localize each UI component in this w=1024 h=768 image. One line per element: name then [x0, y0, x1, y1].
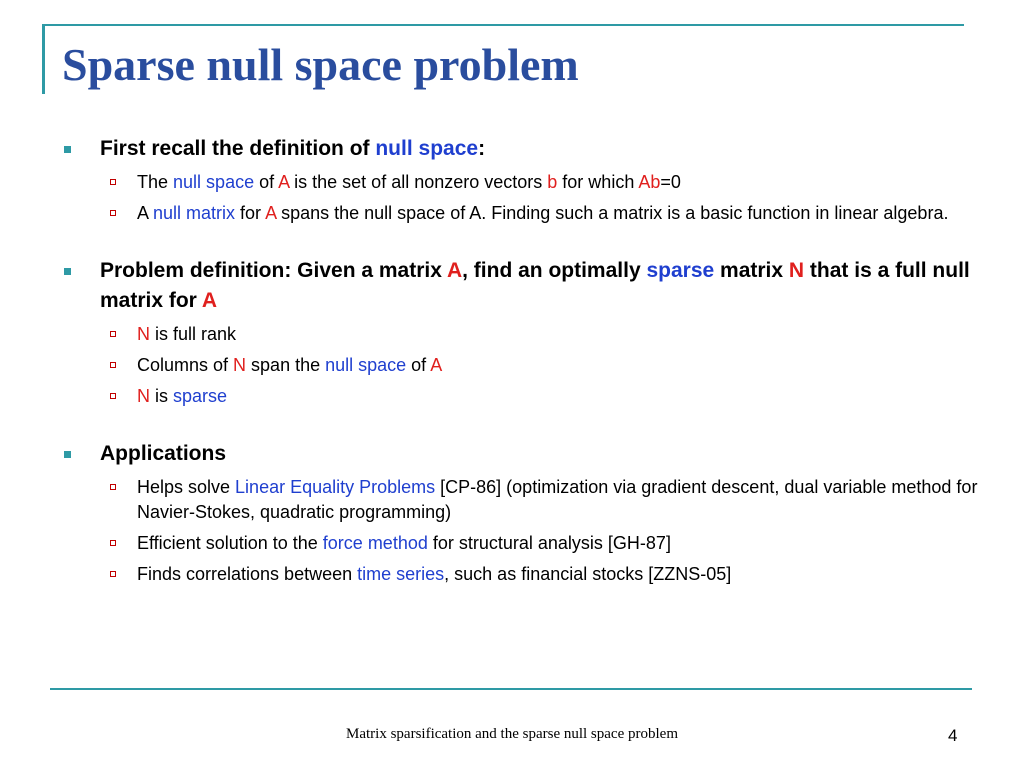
title-frame-top-line: [42, 24, 964, 26]
footer-divider: [50, 688, 972, 690]
text-run: Applications: [100, 442, 227, 465]
text-run: null space: [375, 137, 479, 160]
text-run: :: [478, 137, 486, 160]
text-run: First recall the definition of: [100, 137, 376, 160]
text-run: Efficient solution to the: [137, 533, 323, 553]
bullet-heading: [62, 134, 982, 164]
text-run: for which: [557, 172, 639, 192]
text-run: sparse: [173, 386, 228, 406]
hollow-square-bullet-icon: [110, 179, 116, 185]
text-run: that is a full null matrix for: [100, 259, 970, 312]
text-run: Columns of: [137, 355, 234, 375]
text-run: spans the null space of A. Finding such a matrix is a basic function in linear algebra.: [276, 203, 949, 223]
text-run: null space: [173, 172, 255, 192]
text-run: A: [278, 172, 290, 192]
hollow-square-bullet-icon: [110, 210, 116, 216]
section-spacer: [62, 226, 982, 256]
text-run: span the: [246, 355, 326, 375]
text-run: The: [137, 172, 174, 192]
sub-bullet-item: [62, 531, 982, 556]
bullet-heading: [62, 256, 982, 316]
text-run: force method: [322, 533, 428, 553]
sub-bullet-item: [62, 562, 982, 587]
text-run: of: [406, 355, 431, 375]
square-bullet-icon: [64, 451, 71, 458]
text-run: , find an optimally: [462, 259, 647, 282]
text-run: Ab: [638, 172, 661, 192]
text-run: is: [150, 386, 174, 406]
text-run: [CP-86] (optimization via gradient descent, dual variable method for Navier-Stokes, quadratic programming): [137, 477, 978, 522]
text-run: , such as financial stocks [ZZNS-05]: [444, 564, 732, 584]
sub-bullet-item: [62, 201, 982, 226]
text-run: Linear Equality Problems: [235, 477, 436, 497]
text-run: =0: [660, 172, 681, 192]
text-run: is the set of all nonzero vectors: [289, 172, 548, 192]
sub-bullet-item: [62, 475, 982, 525]
text-run: A: [201, 289, 218, 312]
hollow-square-bullet-icon: [110, 540, 116, 546]
text-run: A: [430, 355, 443, 375]
text-run: for structural analysis [GH-87]: [427, 533, 671, 553]
hollow-square-bullet-icon: [110, 484, 116, 490]
hollow-square-bullet-icon: [110, 393, 116, 399]
text-run: b: [547, 172, 558, 192]
text-run: null space: [325, 355, 407, 375]
footer-text: Matrix sparsification and the sparse null space problem: [346, 726, 678, 742]
square-bullet-icon: [64, 268, 71, 275]
slide-title: Sparse null space problem: [62, 39, 579, 90]
text-run: sparse: [646, 259, 715, 282]
text-run: N: [788, 259, 805, 282]
text-run: Problem definition: Given a matrix: [100, 259, 447, 282]
hollow-square-bullet-icon: [110, 331, 116, 337]
text-run: for: [235, 203, 266, 223]
text-run: time series: [357, 564, 445, 584]
text-run: A: [446, 259, 463, 282]
square-bullet-icon: [64, 146, 71, 153]
text-run: Helps solve: [137, 477, 236, 497]
title-frame-vertical-line: [42, 24, 45, 94]
hollow-square-bullet-icon: [110, 571, 116, 577]
text-run: null matrix: [153, 203, 236, 223]
text-run: A: [265, 203, 277, 223]
text-run: N: [233, 355, 247, 375]
text-run: of: [254, 172, 279, 192]
section-spacer: [62, 409, 982, 439]
text-run: N: [137, 324, 150, 344]
text-run: Finds correlations between: [137, 564, 358, 584]
sub-bullet-item: [62, 322, 982, 347]
bullet-heading: [62, 439, 982, 469]
hollow-square-bullet-icon: [110, 362, 116, 368]
text-run: matrix: [714, 259, 789, 282]
sub-bullet-item: [62, 384, 982, 409]
page-number: 4: [948, 726, 958, 745]
text-run: is full rank: [150, 324, 237, 344]
sub-bullet-item: [62, 170, 982, 195]
slide-body: [62, 134, 982, 587]
sub-bullet-item: [62, 353, 982, 378]
text-run: N: [137, 386, 150, 406]
text-run: A: [137, 203, 154, 223]
